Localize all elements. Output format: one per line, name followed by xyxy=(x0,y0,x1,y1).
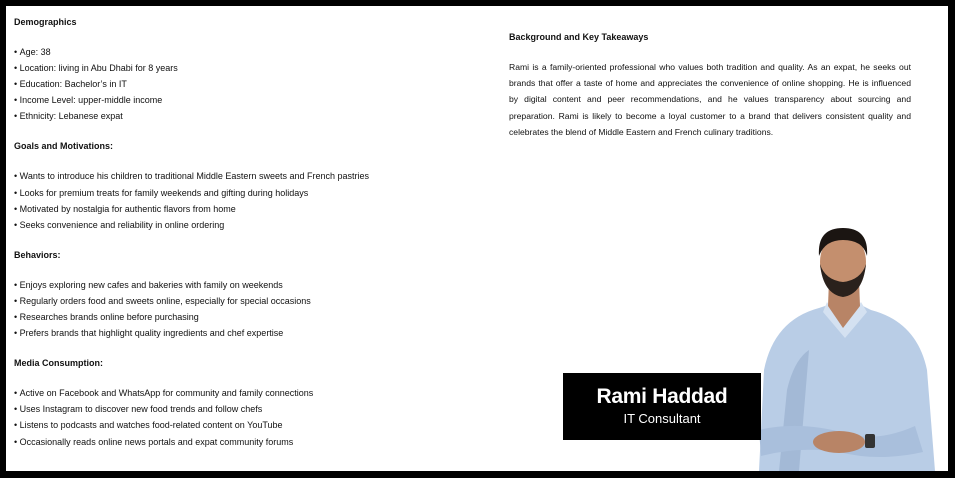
behaviors-list xyxy=(14,277,494,341)
list-item: • Wants to introduce his children to traditional Middle Eastern sweets and French pastries xyxy=(14,168,494,184)
goals-list xyxy=(14,168,494,232)
list-item: • Location: living in Abu Dhabi for 8 years xyxy=(14,60,494,76)
demographics-list xyxy=(14,44,494,124)
behaviors-heading: Behaviors: xyxy=(14,249,61,260)
list-item: • Active on Facebook and WhatsApp for community and family connections xyxy=(14,385,494,401)
persona-namecard xyxy=(563,373,761,440)
goals-heading: Goals and Motivations: xyxy=(14,141,114,152)
media-heading: Media Consumption: xyxy=(14,358,103,369)
demographics-heading: Demographics xyxy=(14,17,77,27)
list-item: • Looks for premium treats for family weekends and gifting during holidays xyxy=(14,185,494,201)
persona-page xyxy=(6,6,948,471)
list-item: • Education: Bachelor’s in IT xyxy=(14,76,494,92)
list-item: • Seeks convenience and reliability in online ordering xyxy=(14,217,494,233)
background-heading: Background and Key Takeaways xyxy=(509,32,649,42)
persona-photo xyxy=(739,220,939,471)
list-item: • Regularly orders food and sweets online, especially for special occasions xyxy=(14,293,494,309)
list-item: • Occasionally reads online news portals and expat community forums xyxy=(14,434,494,450)
background-text: Rami is a family-oriented professional who values both tradition and quality. As an expat, he seeks out brands that offer a taste of home and appreciates the convenience of online shopping. He is influenced by digital content and peer recommendations, and he values transparency about sourcing and preparation. Rami is likely to become a loyal customer to a brand that delivers consistent quality and celebrates the blend of Middle Eastern and French culinary traditions. xyxy=(509,62,911,137)
list-item: • Age: 38 xyxy=(14,44,494,60)
hands-shape xyxy=(813,431,865,453)
watch-shape xyxy=(865,434,875,448)
persona-name: Rami Haddad xyxy=(596,385,728,408)
list-item: • Researches brands online before purchasing xyxy=(14,309,494,325)
media-list xyxy=(14,385,494,449)
list-item: • Enjoys exploring new cafes and bakeries with family on weekends xyxy=(14,277,494,293)
persona-details xyxy=(14,16,494,466)
list-item: • Listens to podcasts and watches food-related content on YouTube xyxy=(14,417,494,433)
list-item: • Motivated by nostalgia for authentic flavors from home xyxy=(14,201,494,217)
list-item: • Prefers brands that highlight quality ingredients and chef expertise xyxy=(14,325,494,341)
list-item: • Income Level: upper-middle income xyxy=(14,92,494,108)
list-item: • Uses Instagram to discover new food trends and follow chefs xyxy=(14,401,494,417)
persona-role: IT Consultant xyxy=(623,411,701,426)
list-item: • Ethnicity: Lebanese expat xyxy=(14,108,494,124)
background-section xyxy=(509,31,911,140)
